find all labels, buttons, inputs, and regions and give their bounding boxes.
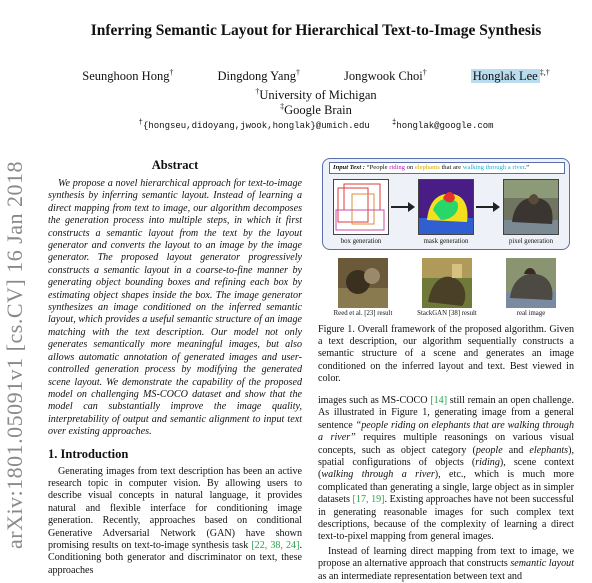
citation[interactable]: [14] xyxy=(430,395,448,407)
box-generation-image xyxy=(333,179,389,235)
stage-label: mask generation xyxy=(423,238,469,245)
figure-caption: Figure 1. Overall framework of the proposed algorithm. Given a text description, our algorithm sequentially constructs a semantic structure of a scene and generates an image conditioned on the inferred layout and text. Best viewed in color. xyxy=(318,324,574,384)
result-label: Reed et al. [23] result xyxy=(333,310,393,317)
result-label: StackGAN [38] result xyxy=(417,310,477,317)
right-column xyxy=(318,158,574,583)
body-paragraph: Instead of learning direct mapping from text to image, we propose an alternative approach that constructs semantic layout as an intermediate representation between text and xyxy=(318,545,575,582)
abstract-text: We propose a novel hierarchical approach for text-to-image synthesis by inferring semantic layout. Instead of learning a direct mapping from text to image, our algorithm decomposes the generation process into multiple steps, in which it first constructs a semantic layout from the text by the layout generator and converts the layout to an image by the image generator. The proposed layout generator progressively constructs a semantic layout in a coarse-to-fine manner by generating object bounding boxes and refining each box by estimating object shapes inside the box. The image generator synthesizes an image conditioned on the inferred semantic layout, which provides a useful semantic structure of an image matching with the text description. Our model not only generates semantically more meaningful images, but also allows automatic annotation of generated images and user-controlled generation process by modifying the generated scene layout. We demonstrate the capability of the proposed model on challenging MS-COCO dataset and show that the model can substantially improve the image quality, interpretability of output and semantic alignment to input text over existing approaches. xyxy=(48,178,302,438)
citation[interactable]: [17, 19] xyxy=(352,494,385,506)
arxiv-id: arXiv:1801.05091v1 [cs.CV] 16 Jan 2018 xyxy=(2,160,28,550)
abstract-heading: Abstract xyxy=(151,158,199,172)
author-emails: †{hongseu,didoyang,jwook,honglak}@umich.edu ‡honglak@google.com xyxy=(138,119,494,131)
stage-label: box generation xyxy=(340,238,382,245)
framework-figure xyxy=(322,158,570,250)
result-image xyxy=(422,258,472,308)
intro-paragraph: Generating images from text description has been an active research topic in computer vision. By allowing users to describe visual concepts in natural language, it provides natural and flexible interface for conditioning image generation. Recently, approaches based on conditional Generative Adversarial Network (GAN) have shown promising results on text-to-image synthesis task [22, 38, 24]. Conditioning both generator and discriminator on text, these approaches xyxy=(48,465,302,576)
pixel-generation-image xyxy=(503,179,559,235)
stage-label: pixel generation xyxy=(509,238,553,245)
affiliation: †University of Michigan xyxy=(255,87,377,103)
arrow-icon xyxy=(391,202,415,212)
result-image xyxy=(338,258,388,308)
mask-generation-image xyxy=(418,179,474,235)
author-highlighted: Honglak Lee ‡,† xyxy=(472,68,550,84)
body-paragraph: images such as MS-COCO [14] still remain an open challenge. As illustrated in Figure 1, generating image from a general sentence “people riding on elephants that are walking through a river” requires multiple reasonings on various visual concepts, such as object category (people and elephants), spatial configurations of objects (riding), scene context (walking through a river), etc., which is much more complicated than generating a single, large object as in simpler datasets [17, 19]. Existing approaches have not been successful in generating reasonable images for such complex text descriptions, because of the complexity of learning a direct text-to-pixel mapping from general images. xyxy=(318,395,574,543)
result-label: real image xyxy=(516,310,546,317)
paper-title: Inferring Semantic Layout for Hierarchical Text-to-Image Synthesis xyxy=(90,22,542,39)
section-heading: 1. Introduction xyxy=(48,446,129,461)
author: Dingdong Yang† xyxy=(217,68,300,84)
citation[interactable]: [22, 38, 24] xyxy=(251,539,300,551)
left-column xyxy=(48,158,302,577)
result-image xyxy=(506,258,556,308)
input-text-box: Input Text : “People riding on elephants that are walking through a river.” xyxy=(329,162,565,174)
author: Jongwook Choi† xyxy=(343,68,427,84)
author: Seunghoon Hong† xyxy=(82,68,174,84)
affiliation: ‡Google Brain xyxy=(280,102,352,118)
arrow-icon xyxy=(476,202,500,212)
arxiv-stamp xyxy=(0,140,32,570)
comparison-results xyxy=(322,258,570,320)
author-list xyxy=(40,68,592,84)
